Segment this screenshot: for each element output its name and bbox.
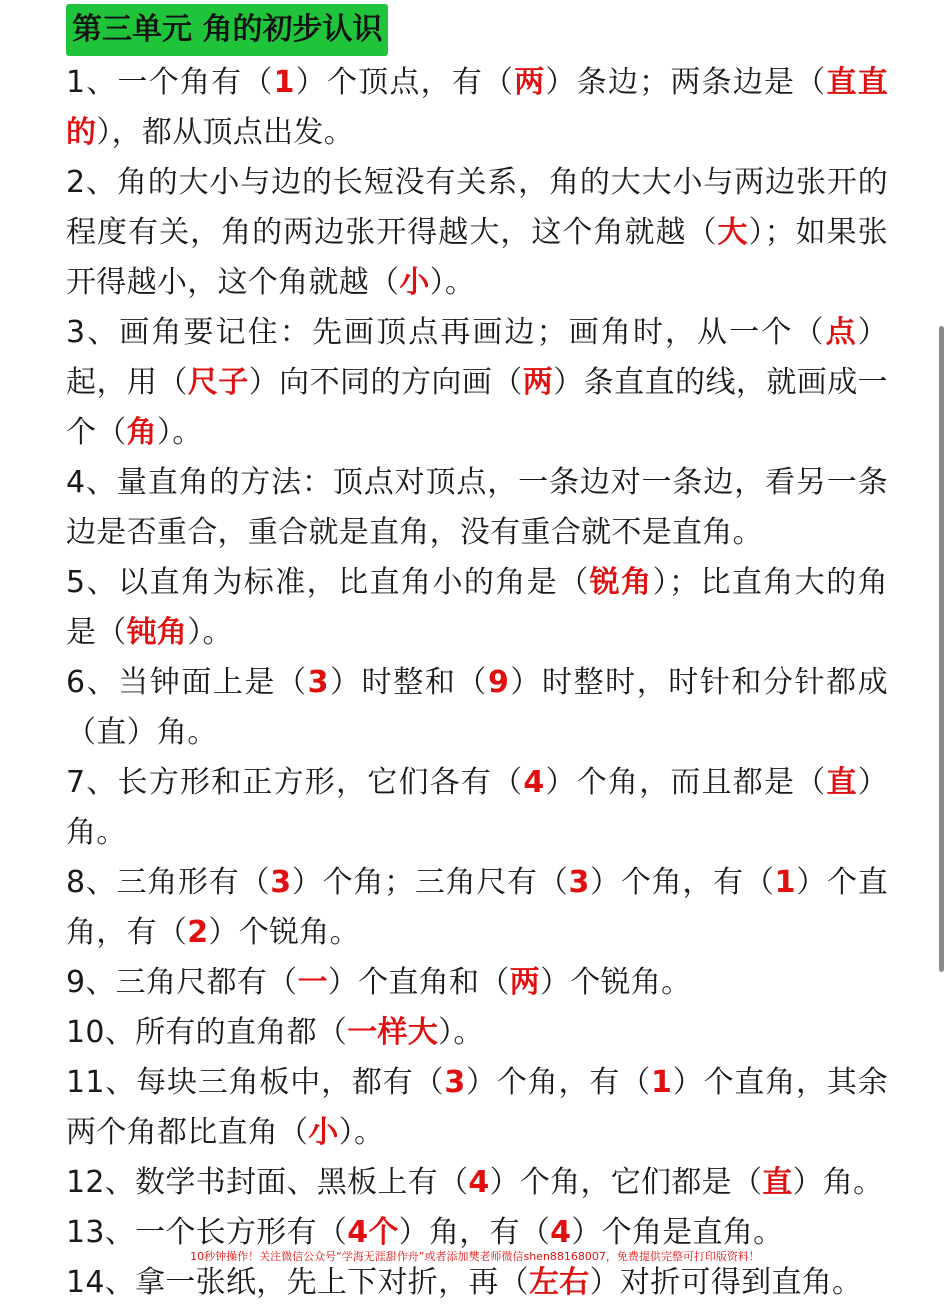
item-text: 10、所有的直角都（ (66, 1015, 348, 1050)
answer-text: 角 (126, 415, 157, 450)
item-text: 13、一个长方形有（ (66, 1215, 348, 1250)
answer-text: 4 (523, 765, 545, 800)
item-text: ）。 (156, 415, 203, 450)
scrollbar[interactable] (939, 326, 944, 972)
item-text: 12、数学书封面、黑板上有（ (66, 1165, 469, 1200)
item-text: ）个角，有（ (589, 865, 775, 900)
answer-text: 两 (522, 365, 554, 400)
item-text: ）条直直的线，就画成一个（ (66, 365, 888, 450)
answer-text: 两 (509, 965, 540, 1000)
item-text: ）条边；两条边是（ (545, 65, 827, 100)
item-text: 11、每块三角板中，都有（ (66, 1065, 445, 1100)
item-text: 6、当钟面上是（ (66, 665, 308, 700)
item-text: ）对折可得到直角。 (589, 1265, 863, 1300)
item-text: ）个直角，有（ (66, 865, 889, 950)
item-text: 5、以直角为标准，比直角小的角是（ (66, 565, 590, 600)
answer-text: 1 (273, 65, 295, 100)
item-text: ）。 (438, 1015, 484, 1050)
list-item (66, 458, 888, 558)
list-item (66, 758, 888, 858)
item-text: ）个锐角。 (539, 965, 692, 1000)
answer-text: 大 (717, 215, 749, 250)
answer-text: 9 (487, 665, 510, 700)
item-text: ）角，有（ (398, 1215, 551, 1250)
answer-text: 小 (308, 1115, 339, 1150)
answer-text: 点 (825, 315, 858, 350)
item-text: ）个角，而且都是（ (544, 765, 827, 800)
list-item (66, 1058, 888, 1158)
item-text: ）个角，它们都是（ (489, 1165, 763, 1200)
answer-text: 3 (444, 1065, 466, 1100)
item-text: ）角。 (792, 1165, 884, 1200)
list-item (66, 858, 888, 958)
item-text: ）个直角，其余两个角都比直角（ (66, 1065, 888, 1150)
list-item (66, 658, 888, 758)
item-text: ），都从顶点出发。 (96, 115, 355, 150)
item-text: 4、量直角的方法：顶点对顶点，一条边对一条边，看另一条边是否重合，重合就是直角，没有重合就不是直角。 (66, 465, 888, 550)
answer-text: 直直的 (66, 65, 889, 150)
answer-text: 小 (399, 265, 430, 300)
answer-text: 4 (550, 1215, 572, 1250)
item-text: 1、一个角有（ (66, 65, 274, 100)
item-text: ）时整和（ (328, 665, 488, 700)
answer-text: 直 (762, 1165, 793, 1200)
item-text: ）角。 (66, 765, 888, 850)
list-item (66, 158, 888, 308)
item-text: ）个顶点，有（ (294, 65, 515, 100)
answer-text: 2 (187, 915, 209, 950)
list-item (66, 1008, 888, 1058)
item-text: ）。 (338, 1115, 385, 1150)
item-text: ）时整时，时针和分针都成（直）角。 (66, 665, 888, 750)
answer-text: 4个 (347, 1215, 399, 1250)
answer-text: 两 (514, 65, 546, 100)
item-text: 7、长方形和正方形，它们各有（ (66, 765, 524, 800)
item-text: 9、三角尺都有（ (66, 965, 298, 1000)
answer-text: 尺子 (187, 365, 249, 400)
item-text: ）起，用（ (66, 315, 888, 400)
list-item (66, 558, 888, 658)
item-text: ）个角；三角尺有（ (291, 865, 569, 900)
item-text: ）向不同的方向画（ (248, 365, 523, 400)
answer-text: 1 (774, 865, 796, 900)
item-text: ）个锐角。 (208, 915, 360, 950)
item-text: 14、拿一张纸，先上下对折，再（ (66, 1265, 529, 1300)
item-text: 3、画角要记住：先画顶点再画边；画角时，从一个（ (66, 315, 826, 350)
item-text: 2、角的大小与边的长短没有关系，角的大大小与两边张开的程度有关，角的两边张开得越大，这个角就越（ (66, 165, 888, 250)
item-text: ）个角是直角。 (571, 1215, 784, 1250)
answer-text: 锐角 (589, 565, 653, 600)
item-text: ）个直角和（ (327, 965, 510, 1000)
knowledge-list (66, 58, 888, 1308)
answer-text: 一样大 (347, 1015, 439, 1050)
footer-note: 10秒钟操作！关注微信公众号“学海无涯甜作舟”或者添加樊老师微信shen88168007，免费提供完整可打印版资料！ (190, 1250, 760, 1263)
answer-text: 直 (826, 765, 858, 800)
item-text: ）个角，有（ (465, 1065, 652, 1100)
answer-text: 3 (270, 865, 292, 900)
answer-text: 4 (468, 1165, 490, 1200)
answer-text: 3 (568, 865, 590, 900)
list-item (66, 958, 888, 1008)
item-text: ）；比直角大的角是（ (66, 565, 889, 650)
page-title: 第三单元 角的初步认识 (66, 4, 388, 56)
list-item (66, 308, 888, 458)
answer-text: 一 (297, 965, 328, 1000)
item-text: ）。 (429, 265, 476, 300)
item-text: ）。 (187, 615, 233, 650)
item-text: ）；如果张开得越小，这个角就越（ (66, 215, 888, 300)
answer-text: 3 (307, 665, 329, 700)
item-text: 8、三角形有（ (66, 865, 271, 900)
answer-text: 钝角 (126, 615, 188, 650)
list-item (66, 58, 888, 158)
answer-text: 左右 (528, 1265, 590, 1300)
list-item (66, 1158, 888, 1208)
answer-text: 1 (651, 1065, 673, 1100)
